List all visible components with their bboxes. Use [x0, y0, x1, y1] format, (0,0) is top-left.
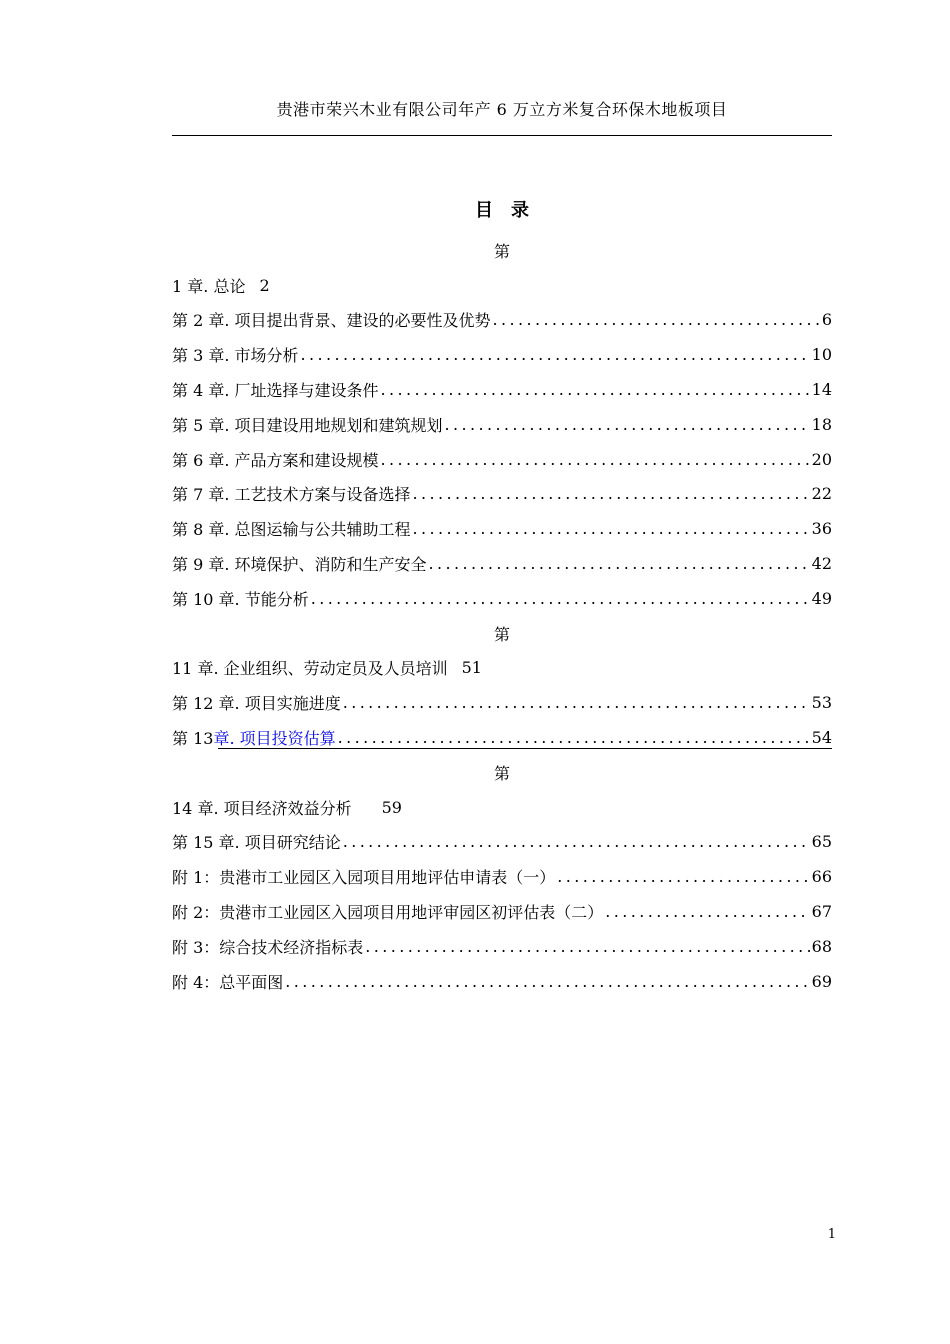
toc-entry-page: 14	[811, 380, 832, 400]
dot-leader	[311, 589, 810, 608]
toc-entry-label: 14 章. 项目经济效益分析	[172, 798, 352, 818]
toc-entry[interactable]	[172, 407, 832, 442]
toc-entry-page: 42	[811, 554, 832, 574]
dot-leader	[445, 415, 810, 434]
toc-entry-page: 59	[381, 797, 402, 817]
toc-entry-page: 49	[811, 588, 832, 608]
toc-entry-label: 第 8 章. 总图运输与公共辅助工程	[172, 520, 411, 540]
toc-entry[interactable]	[172, 511, 832, 546]
toc-entry-page: 53	[811, 693, 832, 713]
toc-entry-label: 第 2 章. 项目提出背景、建设的必要性及优势	[172, 311, 491, 331]
toc-entry-page: 6	[821, 310, 832, 330]
toc-entry-page: 20	[811, 449, 832, 469]
dot-leader	[285, 972, 809, 991]
toc-entry-page: 67	[811, 902, 832, 922]
toc-entry-label: 11 章. 企业组织、劳动定员及人员培训	[172, 659, 448, 679]
dot-leader	[381, 450, 810, 469]
toc-entry[interactable]	[172, 268, 832, 303]
toc-entry[interactable]	[172, 790, 832, 825]
dot-leader	[365, 937, 809, 956]
toc-entry[interactable]	[172, 894, 832, 929]
dot-leader	[605, 902, 809, 921]
dot-leader	[429, 554, 810, 573]
toc-entry[interactable]	[172, 303, 832, 338]
toc-entry-page: 2	[259, 275, 270, 295]
toc-entry-page: 68	[811, 936, 832, 956]
dot-leader	[493, 310, 820, 329]
toc-entry[interactable]	[172, 685, 832, 720]
toc-entry[interactable]	[172, 651, 832, 686]
toc-entry-page: 22	[811, 484, 832, 504]
toc-entry-link[interactable]: 章. 项目投资估算	[213, 729, 336, 749]
toc-entry[interactable]	[172, 720, 832, 755]
toc-entry-label: 第 10 章. 节能分析	[172, 589, 309, 609]
toc-entry-fragment: 第	[493, 624, 510, 644]
toc-entry-label: 第 6 章. 产品方案和建设规模	[172, 450, 379, 470]
toc-entry[interactable]	[172, 964, 832, 999]
toc-entry-label: 第 15 章. 项目研究结论	[172, 833, 341, 853]
toc-entry[interactable]	[172, 337, 832, 372]
toc-entry-label: 附 1：贵港市工业园区入园项目用地评估申请表（一）	[172, 868, 556, 888]
toc-entry-label: 第 3 章. 市场分析	[172, 346, 299, 366]
toc-entry	[172, 233, 832, 268]
toc-entry[interactable]	[172, 859, 832, 894]
dot-leader	[301, 345, 810, 364]
toc-entry[interactable]	[172, 581, 832, 616]
toc-entry[interactable]	[172, 825, 832, 860]
toc-entry-page: 69	[811, 971, 832, 991]
toc-entry[interactable]	[172, 372, 832, 407]
toc-entry[interactable]	[172, 477, 832, 512]
toc-entry-label: 第 4 章. 厂址选择与建设条件	[172, 381, 379, 401]
toc-title: 目 录	[475, 200, 529, 221]
toc-entry-fragment: 第	[493, 241, 510, 261]
toc-entry-page: 65	[811, 832, 832, 852]
toc-entry-fragment: 第	[493, 763, 510, 783]
dot-leader	[381, 380, 810, 399]
toc-entry-label	[172, 726, 336, 749]
table-of-contents	[172, 233, 832, 999]
toc-entry[interactable]	[172, 546, 832, 581]
dot-leader	[343, 832, 810, 851]
dot-leader	[413, 484, 810, 503]
toc-entry-label: 附 4：总平面图	[172, 972, 284, 992]
dot-leader	[413, 519, 810, 538]
page-number: 1	[827, 1227, 836, 1242]
toc-entry-label: 附 3：综合技术经济指标表	[172, 937, 364, 957]
toc-entry-label: 第 7 章. 工艺技术方案与设备选择	[172, 485, 411, 505]
toc-entry-page: 54	[811, 728, 832, 748]
toc-entry-label: 附 2：贵港市工业园区入园项目用地评审园区初评估表（二）	[172, 903, 604, 923]
dot-leader	[557, 867, 809, 886]
toc-entry	[172, 755, 832, 790]
toc-entry-label: 第 12 章. 项目实施进度	[172, 694, 341, 714]
dot-leader	[338, 728, 810, 747]
toc-entry-page: 18	[811, 414, 832, 434]
toc-entry[interactable]	[172, 929, 832, 964]
dot-leader	[343, 693, 810, 712]
toc-entry-page: 51	[461, 658, 482, 678]
toc-entry[interactable]	[172, 442, 832, 477]
toc-entry-prefix: 第 13	[172, 729, 214, 749]
header-rule	[172, 135, 832, 136]
toc-entry-label: 第 5 章. 项目建设用地规划和建筑规划	[172, 415, 443, 435]
toc-entry-page: 36	[811, 519, 832, 539]
toc-entry-label: 1 章. 总论	[172, 276, 246, 296]
toc-entry-page: 10	[811, 345, 832, 365]
toc-entry-label: 第 9 章. 环境保护、消防和生产安全	[172, 555, 427, 575]
toc-entry-page: 66	[811, 867, 832, 887]
page-header-title: 贵港市荣兴木业有限公司年产 6 万立方米复合环保木地板项目	[276, 100, 728, 119]
toc-entry	[172, 616, 832, 651]
